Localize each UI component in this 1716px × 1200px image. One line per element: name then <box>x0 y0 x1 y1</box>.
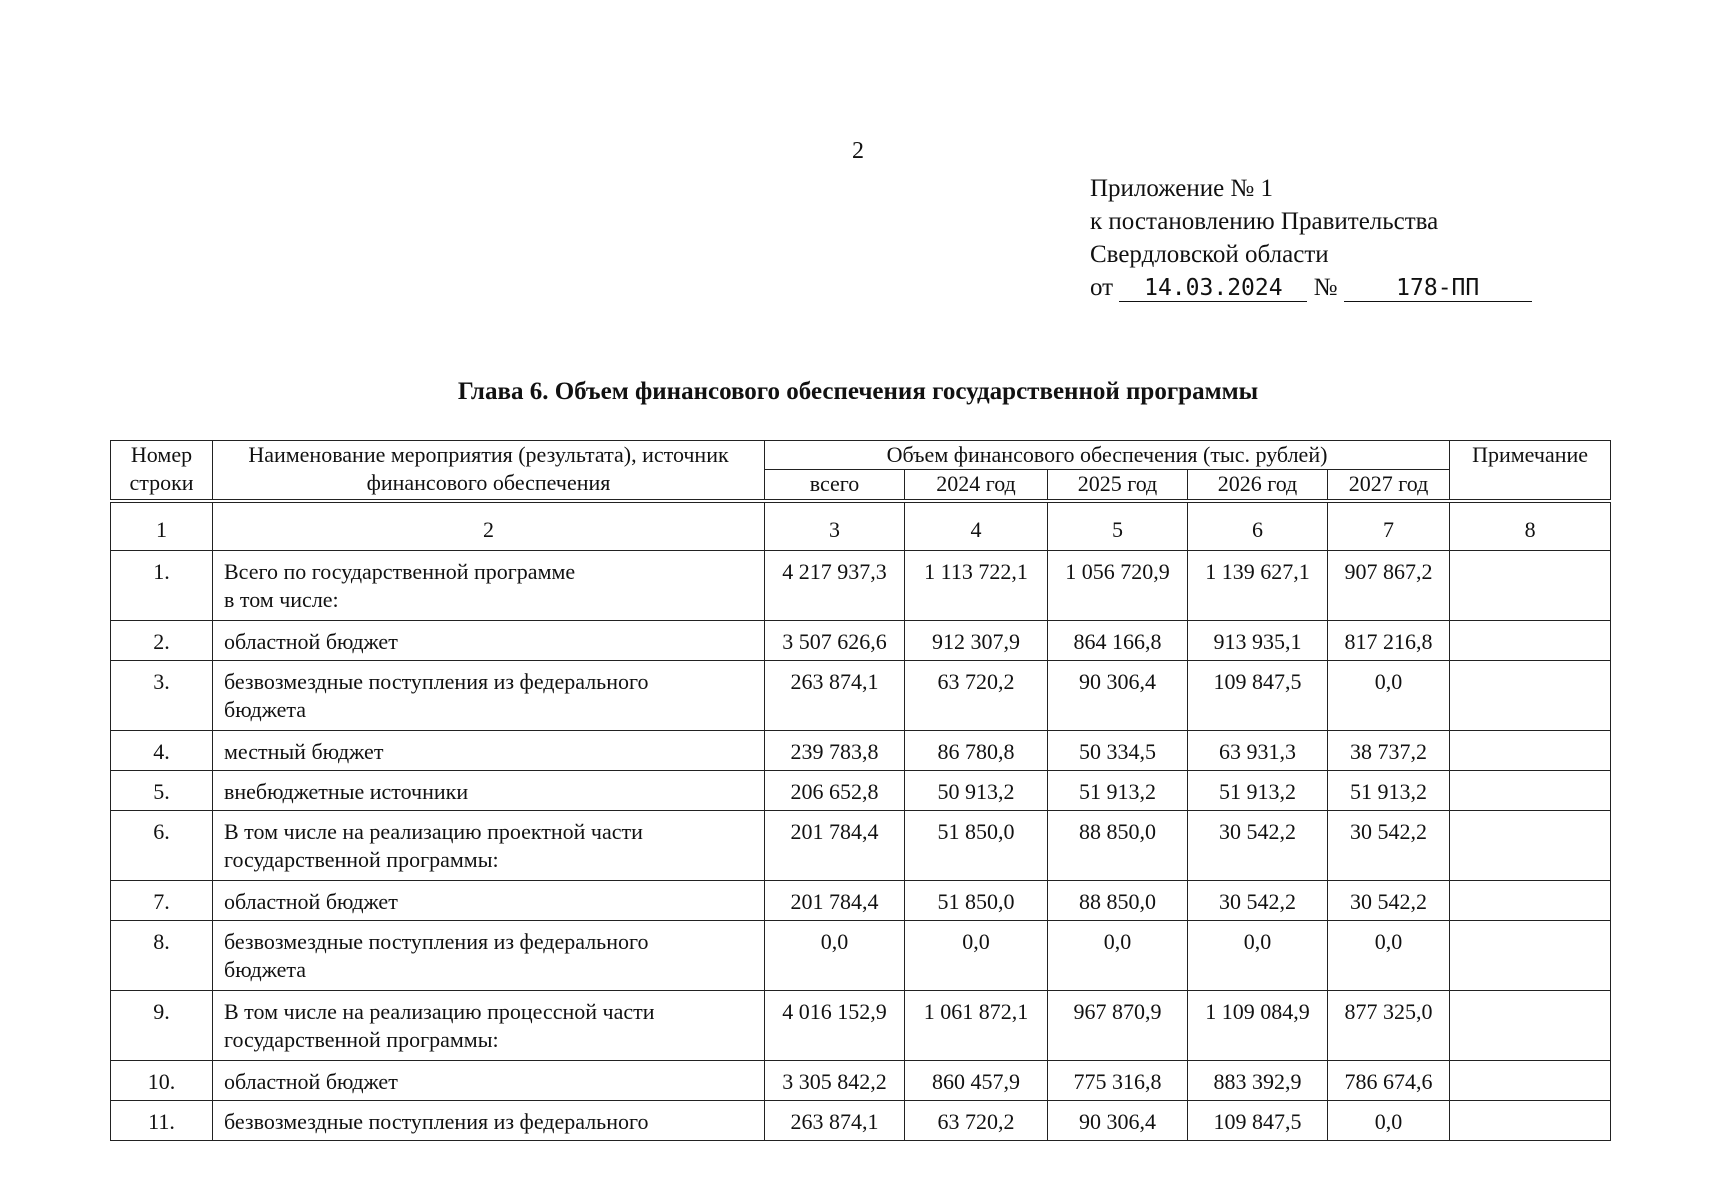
row-name: областной бюджет <box>213 881 765 921</box>
row-2024: 0,0 <box>905 921 1048 991</box>
financing-table <box>110 440 1611 1141</box>
row-number: 8. <box>111 921 213 991</box>
row-2027: 877 325,0 <box>1328 991 1450 1061</box>
row-2025: 0,0 <box>1048 921 1188 991</box>
row-2025: 1 056 720,9 <box>1048 551 1188 621</box>
row-2024: 51 850,0 <box>905 881 1048 921</box>
row-2024: 63 720,2 <box>905 661 1048 731</box>
row-2027: 0,0 <box>1328 921 1450 991</box>
resolution-number: 178-ПП <box>1344 275 1532 302</box>
row-note <box>1450 621 1611 661</box>
row-2025: 88 850,0 <box>1048 811 1188 881</box>
table-row <box>111 661 1611 731</box>
row-name: областной бюджет <box>213 1061 765 1101</box>
table-row <box>111 1061 1611 1101</box>
row-number: 6. <box>111 811 213 881</box>
row-number: 10. <box>111 1061 213 1101</box>
table-row <box>111 771 1611 811</box>
appendix-block <box>1090 172 1532 304</box>
row-2024: 1 113 722,1 <box>905 551 1048 621</box>
row-number: 9. <box>111 991 213 1061</box>
row-note <box>1450 771 1611 811</box>
column-number: 1 <box>111 501 213 551</box>
column-number: 2 <box>213 501 765 551</box>
row-name: В том числе на реализацию процессной части государственной программы: <box>213 991 765 1061</box>
row-2026: 30 542,2 <box>1188 881 1328 921</box>
row-total: 4 217 937,3 <box>765 551 905 621</box>
column-numbers-row <box>111 501 1611 551</box>
row-2026: 913 935,1 <box>1188 621 1328 661</box>
row-2024: 86 780,8 <box>905 731 1048 771</box>
row-2025: 90 306,4 <box>1048 1101 1188 1141</box>
appendix-line-4 <box>1090 271 1532 304</box>
row-2025: 88 850,0 <box>1048 881 1188 921</box>
row-note <box>1450 551 1611 621</box>
row-2027: 817 216,8 <box>1328 621 1450 661</box>
number-label: № <box>1313 274 1338 301</box>
row-2027: 0,0 <box>1328 661 1450 731</box>
row-2024: 63 720,2 <box>905 1101 1048 1141</box>
row-2025: 967 870,9 <box>1048 991 1188 1061</box>
row-total: 206 652,8 <box>765 771 905 811</box>
row-2024: 51 850,0 <box>905 811 1048 881</box>
table-row <box>111 1101 1611 1141</box>
appendix-line-1: Приложение № 1 <box>1090 175 1274 202</box>
row-name: областной бюджет <box>213 621 765 661</box>
row-2026: 109 847,5 <box>1188 661 1328 731</box>
row-2026: 0,0 <box>1188 921 1328 991</box>
row-number: 7. <box>111 881 213 921</box>
column-number: 7 <box>1328 501 1450 551</box>
row-note <box>1450 1101 1611 1141</box>
table-row <box>111 621 1611 661</box>
header-2025: 2025 год <box>1048 470 1188 502</box>
from-label: от <box>1090 274 1114 301</box>
row-name: внебюджетные источники <box>213 771 765 811</box>
chapter-title-text: Глава 6. Объем финансового обеспечения государственной программы <box>457 378 1259 405</box>
row-2024: 912 307,9 <box>905 621 1048 661</box>
table-row <box>111 921 1611 991</box>
row-number: 3. <box>111 661 213 731</box>
row-2024: 860 457,9 <box>905 1061 1048 1101</box>
row-total: 3 305 842,2 <box>765 1061 905 1101</box>
row-2026: 883 392,9 <box>1188 1061 1328 1101</box>
row-2025: 51 913,2 <box>1048 771 1188 811</box>
row-2027: 38 737,2 <box>1328 731 1450 771</box>
row-2026: 1 139 627,1 <box>1188 551 1328 621</box>
row-2026: 1 109 084,9 <box>1188 991 1328 1061</box>
column-number: 8 <box>1450 501 1611 551</box>
header-volume-group: Объем финансового обеспечения (тыс. рублей) <box>765 441 1450 470</box>
header-name: Наименование мероприятия (результата), источник финансового обеспечения <box>213 441 765 502</box>
row-2025: 50 334,5 <box>1048 731 1188 771</box>
row-total: 263 874,1 <box>765 661 905 731</box>
row-total: 0,0 <box>765 921 905 991</box>
row-total: 3 507 626,6 <box>765 621 905 661</box>
row-2026: 109 847,5 <box>1188 1101 1328 1141</box>
row-name: безвозмездные поступления из федерального бюджета <box>213 661 765 731</box>
header-note: Примечание <box>1450 441 1611 502</box>
row-total: 201 784,4 <box>765 881 905 921</box>
page-number: 2 <box>852 138 864 164</box>
row-total: 239 783,8 <box>765 731 905 771</box>
row-note <box>1450 661 1611 731</box>
row-2025: 90 306,4 <box>1048 661 1188 731</box>
row-2026: 51 913,2 <box>1188 771 1328 811</box>
row-note <box>1450 991 1611 1061</box>
row-note <box>1450 1061 1611 1101</box>
table-row <box>111 551 1611 621</box>
table-row <box>111 991 1611 1061</box>
row-2027: 907 867,2 <box>1328 551 1450 621</box>
row-2025: 775 316,8 <box>1048 1061 1188 1101</box>
row-note <box>1450 731 1611 771</box>
resolution-date: 14.03.2024 <box>1119 275 1307 302</box>
row-2026: 63 931,3 <box>1188 731 1328 771</box>
row-2024: 1 061 872,1 <box>905 991 1048 1061</box>
row-2025: 864 166,8 <box>1048 621 1188 661</box>
row-number: 5. <box>111 771 213 811</box>
column-number: 3 <box>765 501 905 551</box>
row-note <box>1450 921 1611 991</box>
column-number: 4 <box>905 501 1048 551</box>
row-name: В том числе на реализацию проектной части государственной программы: <box>213 811 765 881</box>
row-total: 263 874,1 <box>765 1101 905 1141</box>
row-2026: 30 542,2 <box>1188 811 1328 881</box>
column-number: 6 <box>1188 501 1328 551</box>
row-total: 201 784,4 <box>765 811 905 881</box>
table-row <box>111 731 1611 771</box>
row-name: Всего по государственной программе в том числе: <box>213 551 765 621</box>
header-total: всего <box>765 470 905 502</box>
row-2027: 786 674,6 <box>1328 1061 1450 1101</box>
table-row <box>111 881 1611 921</box>
row-name: безвозмездные поступления из федерального бюджета <box>213 921 765 991</box>
table-row <box>111 811 1611 881</box>
row-2027: 51 913,2 <box>1328 771 1450 811</box>
row-number: 2. <box>111 621 213 661</box>
row-number: 4. <box>111 731 213 771</box>
row-2024: 50 913,2 <box>905 771 1048 811</box>
row-number: 11. <box>111 1101 213 1141</box>
row-number: 1. <box>111 551 213 621</box>
row-name: безвозмездные поступления из федерального <box>213 1101 765 1141</box>
row-name: местный бюджет <box>213 731 765 771</box>
row-2027: 30 542,2 <box>1328 881 1450 921</box>
header-2027: 2027 год <box>1328 470 1450 502</box>
appendix-line-2: к постановлению Правительства <box>1090 208 1439 235</box>
row-2027: 30 542,2 <box>1328 811 1450 881</box>
row-2027: 0,0 <box>1328 1101 1450 1141</box>
header-2026: 2026 год <box>1188 470 1328 502</box>
row-total: 4 016 152,9 <box>765 991 905 1061</box>
header-2024: 2024 год <box>905 470 1048 502</box>
chapter-title <box>0 378 1716 406</box>
column-number: 5 <box>1048 501 1188 551</box>
row-note <box>1450 881 1611 921</box>
row-note <box>1450 811 1611 881</box>
header-row-number: Номер строки <box>111 441 213 502</box>
appendix-line-3: Свердловской области <box>1090 241 1329 268</box>
